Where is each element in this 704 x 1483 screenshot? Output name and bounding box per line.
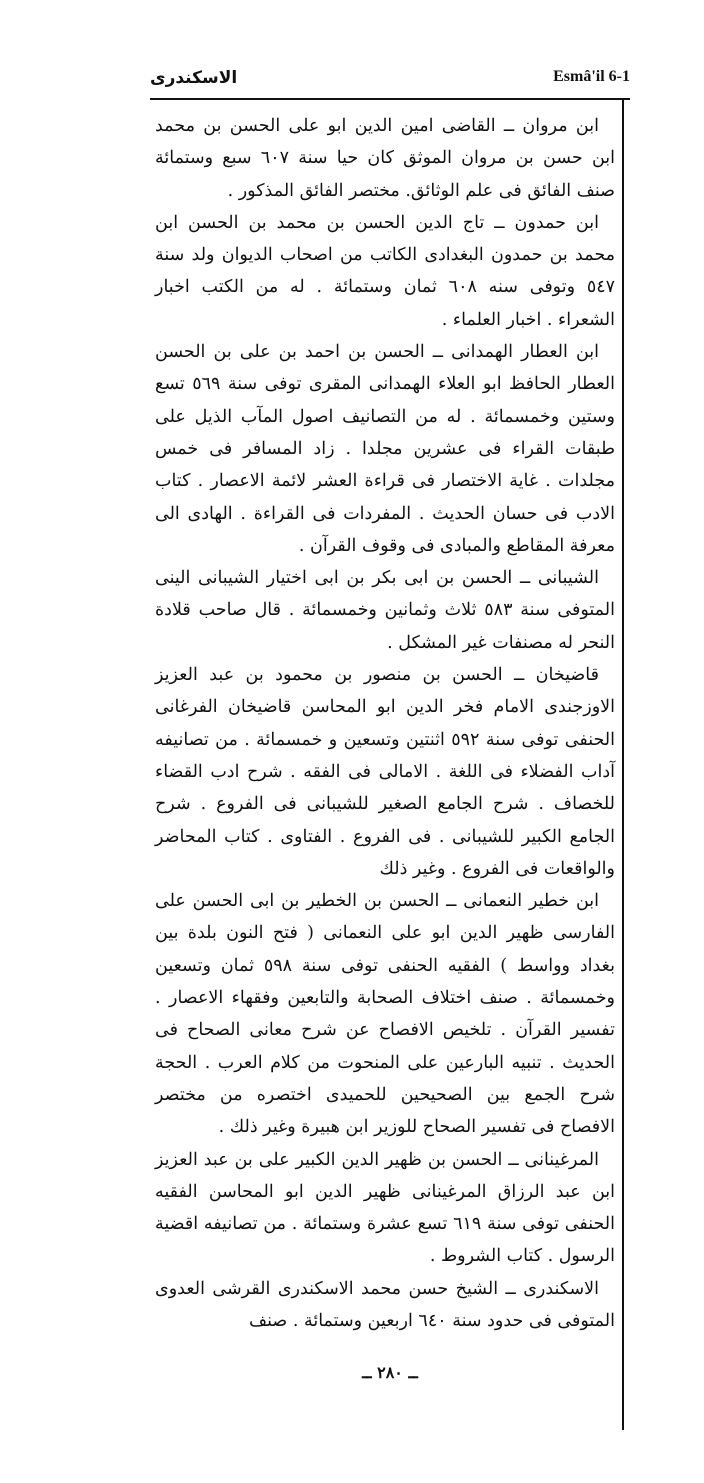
header-rule <box>150 98 630 100</box>
margin-rule <box>622 100 624 1430</box>
page-code: Esmâ'il 6-1 <box>553 68 630 85</box>
entry-ibn-hamdun: ابن حمدون ــ تاج الدين الحسن بن محمد بن الحسن ابن محمد بن حمدون البغدادى الكاتب من اصحاب الديوان ولد سنة ٥٤٧ وتوفى سنه ٦٠٨ ثمان وستمائة . له من الكتب اخبار الشعراء . اخبار العلماء . <box>155 212 616 330</box>
entry-ibn-khatir: ابن خطير النعمانى ــ الحسن بن الخطير بن ابى الحسن على الفارسى ظهير الدين ابو على النعمانى ( فتح النون بلدة بين بغداد وواسط ) الفقيه الحنفى توفى سنة ٥٩٨ ثمان وتسعين وخمسمائة . صنف اختلاف الصحابة والتابعين وفقهاء الاعصار . تفسير القرآن . تلخيص الافصاح عن شرح معانى الصحاح فى الحديث . تنبيه البارعين على المنحوت من كلام العرب . الحجة شرح الجمع بين الصحيحين للحميدى اختصره من مختصر الافصاح فى تفسير الصحاح للوزير ابن هبيرة وغير ذلك . <box>155 891 615 1138</box>
entry-ibn-al-attar: ابن العطار الهمدانى ــ الحسن بن احمد بن على بن الحسن العطار الحافظ ابو العلاء الهمدانى المقرى توفى سنة ٥٦٩ تسع وستين وخمسمائة . له من التصانيف اصول المآب الذيل على طبقات القراء فى عشرين مجلدا . زاد المسافر فى خمس مجلدات . غاية الاختصار فى قراءة العشر لائمة الاعصار . كتاب الادب فى حسان الحديث . المفردات فى القراءة . الهادى الى معرفة المقاطع والمبادى فى وقوف القرآن . <box>155 342 615 556</box>
entry-al-shaybani: الشيبانى ــ الحسن بن ابى بكر بن ابى اختيار الشيبانى الينى المتوفى سنة ٥٨٣ ثلاث وثمانين وخمسمائة . قال صاحب قلادة النحر له مصنفات غير المشكل . <box>155 568 615 653</box>
entry-al-marghinani: المرغينانى ــ الحسن بن ظهير الدين الكبير على بن عبد العزيز ابن عبد الرزاق المرغينانى ظهير الدين ابو المحاسن الفقيه الحنفى توفى سنة ٦١٩ تسع عشرة وستمائة . من تصانيفه اقضية الرسول . كتاب الشروط . <box>155 1149 615 1267</box>
running-title: الاسكندرى <box>150 68 238 88</box>
page-number: ــ ٢٨٠ ــ <box>362 1363 418 1382</box>
text-body <box>155 110 615 1337</box>
page-header <box>150 58 630 98</box>
entry-qadikhan: قاضيخان ــ الحسن بن منصور بن محمود بن عبد العزيز الاوزجندى الامام فخر الدين ابو المحاسن قاضيخان الفرغانى الحنفى توفى سنة ٥٩٢ اثنتين وتسعين و خمسمائة . من تصانيفه آداب الفضلاء فى اللغة . الامالى فى الفقه . شرح ادب القضاء للخصاف . شرح الجامع الصغير للشيبانى فى الفروع . شرح الجامع الكبير للشيبانى . فى الفروع . الفتاوى . كتاب المحاضر والواقعات فى الفروع . وغير ذلك <box>155 665 615 879</box>
entry-ibn-marwan: ابن مروان ــ القاضى امين الدين ابو على الحسن بن محمد ابن حسن بن مروان الموثق كان حيا سنة ٦٠٧ سبع وستمائة صنف الفائق فى علم الوثائق. مختصر الفائق المذكور . <box>155 116 615 201</box>
entry-al-iskandari: الاسكندرى ــ الشيخ حسن محمد الاسكندرى القرشى العدوى المتوفى فى حدود سنة ٦٤٠ اربعين وستمائة . صنف <box>155 1278 615 1331</box>
